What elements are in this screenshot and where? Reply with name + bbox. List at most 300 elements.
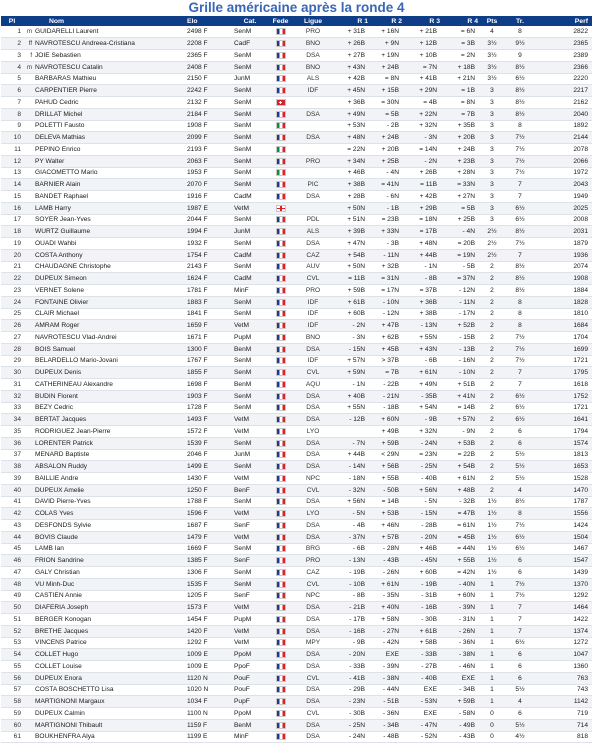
player-name: BUDIN Florent (35, 392, 78, 400)
header-pts: Pts (478, 16, 506, 26)
r3-cell: + 61N (402, 367, 440, 379)
ligue-cell: CAZ (294, 249, 332, 261)
pl-cell: 49 (1, 590, 23, 602)
tr-cell: 7½ (506, 332, 534, 344)
pl-cell: 35 (1, 426, 23, 438)
ligue-cell (294, 202, 332, 214)
r2-cell: - 27N (368, 625, 402, 637)
perf-cell: 1618 (534, 379, 592, 391)
federation-cell (267, 214, 294, 226)
tr-cell: 8 (506, 296, 534, 308)
ligue-cell: CVL (294, 273, 332, 285)
pts-cell: 3 (478, 120, 506, 132)
r4-cell: - 31N (440, 614, 478, 626)
pl-cell: 12 (1, 155, 23, 167)
r4-cell: - 13B (440, 343, 478, 355)
perf-cell: 2217 (534, 85, 592, 97)
pl-cell: 31 (1, 379, 23, 391)
cat-cell: SenF (233, 590, 267, 602)
ligue-cell: CVL (294, 708, 332, 720)
fra-flag-icon (276, 310, 286, 317)
federation-cell (267, 226, 294, 238)
player-name: BARBARAS Mathieu (35, 75, 97, 83)
r1-cell: + 53N (332, 120, 368, 132)
player-name-cell (23, 61, 183, 73)
federation-cell (267, 285, 294, 297)
fra-flag-icon (276, 158, 286, 165)
cat-cell: SenM (233, 308, 267, 320)
ligue-cell (294, 120, 332, 132)
elo-cell: 2143 F (183, 261, 233, 273)
tr-cell: 7 (506, 614, 534, 626)
pl-cell: 43 (1, 520, 23, 532)
r2-cell: - 28N (368, 543, 402, 555)
r4-cell: = 37N (440, 273, 478, 285)
fra-flag-icon (276, 498, 286, 505)
r4-cell: EXE (440, 672, 478, 684)
elo-cell: 1199 E (183, 731, 233, 743)
perf-cell: 1272 (534, 637, 592, 649)
federation-cell (267, 320, 294, 332)
r3-cell: - 3N (402, 132, 440, 144)
elo-cell: 1454 F (183, 614, 233, 626)
r2-cell: + 9N (368, 38, 402, 50)
tr-cell: 6 (506, 426, 534, 438)
r4-cell: - 32B (440, 496, 478, 508)
table-row (1, 61, 592, 73)
perf-cell: 1047 (534, 649, 592, 661)
fra-flag-icon (276, 698, 286, 705)
federation-cell (267, 414, 294, 426)
perf-cell: 2025 (534, 202, 592, 214)
federation-cell (267, 132, 294, 144)
federation-cell (267, 120, 294, 132)
player-name: NAVROTESCU Andreea-Cristiana (35, 40, 135, 48)
r3-cell: + 61B (402, 625, 440, 637)
r2-cell: + 24B (368, 132, 402, 144)
fra-flag-icon (276, 134, 286, 141)
r1-cell: - 29B (332, 684, 368, 696)
fra-flag-icon (276, 40, 286, 47)
pts-cell: 2 (478, 332, 506, 344)
table-row (1, 520, 592, 532)
ligue-cell: DSA (294, 108, 332, 120)
ligue-cell: DSA (294, 531, 332, 543)
r4-cell: + 57N (440, 414, 478, 426)
r2-cell: - 6N (368, 191, 402, 203)
player-name: FRION Sandrine (35, 557, 84, 565)
player-name-cell (23, 684, 183, 696)
tr-cell: 5½ (506, 473, 534, 485)
r3-cell: - 9B (402, 414, 440, 426)
player-name: DIAFERIA Joseph (35, 604, 89, 612)
table-row (1, 308, 592, 320)
r3-cell: + 44B (402, 249, 440, 261)
federation-cell (267, 684, 294, 696)
pl-cell: 61 (1, 731, 23, 743)
table-row (1, 355, 592, 367)
r4-cell: - 39N (440, 602, 478, 614)
player-name: COSTA Anthony (35, 251, 83, 259)
perf-cell: 1684 (534, 320, 592, 332)
fra-flag-icon (276, 287, 286, 294)
fra-flag-icon (276, 263, 286, 270)
perf-cell: 1972 (534, 167, 592, 179)
pts-cell: 2½ (478, 249, 506, 261)
r4-cell: + 53B (440, 437, 478, 449)
r3-cell: + 22N (402, 108, 440, 120)
r1-cell: + 39B (332, 226, 368, 238)
r2-cell: = 30N (368, 97, 402, 109)
ligue-cell: PRO (294, 26, 332, 38)
table-row (1, 50, 592, 62)
r3-cell: - 6B (402, 355, 440, 367)
pl-cell: 34 (1, 414, 23, 426)
ligue-cell: DSA (294, 614, 332, 626)
player-name-cell (23, 614, 183, 626)
elo-cell: 1596 F (183, 508, 233, 520)
r3-cell: + 26B (402, 167, 440, 179)
federation-cell (267, 296, 294, 308)
ligue-cell: DSA (294, 191, 332, 203)
player-name-cell (23, 226, 183, 238)
cat-cell: SenM (233, 179, 267, 191)
table-row (1, 73, 592, 85)
player-name: DUPEUX Amelie (35, 486, 85, 494)
r4-cell: = 14B (440, 402, 478, 414)
player-name-cell (23, 273, 183, 285)
perf-cell: 1828 (534, 296, 592, 308)
ligue-cell: BNO (294, 332, 332, 344)
r2-cell: - 51B (368, 696, 402, 708)
r3-cell: - 28B (402, 520, 440, 532)
r1-cell: + 44B (332, 449, 368, 461)
r1-cell: + 49N (332, 108, 368, 120)
r2-cell: EXE (368, 649, 402, 661)
elo-cell: 1535 F (183, 578, 233, 590)
tr-cell: 9 (506, 50, 534, 62)
fra-flag-icon (276, 275, 286, 282)
r2-cell: + 53B (368, 508, 402, 520)
r4-cell: - 5B (440, 261, 478, 273)
r4-cell: + 18B (440, 61, 478, 73)
elo-cell: 1572 F (183, 426, 233, 438)
fra-flag-icon (276, 545, 286, 552)
perf-cell: 1467 (534, 543, 592, 555)
r1-cell: - 33B (332, 661, 368, 673)
player-name: BAILLIE Andre (35, 474, 79, 482)
cat-cell: BenM (233, 343, 267, 355)
table-row (1, 508, 592, 520)
pts-cell: 2 (478, 343, 506, 355)
federation-cell (267, 649, 294, 661)
r3-cell: - 8B (402, 273, 440, 285)
fra-flag-icon (276, 216, 286, 223)
r2-cell: + 19N (368, 50, 402, 62)
player-name: GUIDARELLI Laurent (35, 28, 99, 36)
federation-cell (267, 50, 294, 62)
elo-cell: 2046 F (183, 449, 233, 461)
r3-cell: + 49N (402, 379, 440, 391)
perf-cell: 1813 (534, 449, 592, 461)
r1-cell: - 16B (332, 625, 368, 637)
player-name: DESFONDS Sylvie (35, 521, 92, 529)
federation-cell (267, 555, 294, 567)
pl-cell: 37 (1, 449, 23, 461)
pts-cell: 2 (478, 296, 506, 308)
perf-cell: 719 (534, 708, 592, 720)
cat-cell: SenM (233, 85, 267, 97)
page-title: Grille américaine après la ronde 4 (188, 0, 405, 15)
tr-cell: 4 (506, 696, 534, 708)
pl-cell: 38 (1, 461, 23, 473)
header-cat: Cat. (233, 16, 267, 26)
eng-flag-icon (276, 205, 286, 212)
table-header (1, 16, 592, 26)
table-row (1, 249, 592, 261)
r2-cell: = 5B (368, 108, 402, 120)
pts-cell: 1 (478, 590, 506, 602)
player-name-cell (23, 155, 183, 167)
elo-cell: 1034 F (183, 696, 233, 708)
federation-cell (267, 426, 294, 438)
pl-cell: 58 (1, 696, 23, 708)
tr-cell: 8 (506, 26, 534, 38)
cat-cell: CadM (233, 249, 267, 261)
table-row (1, 179, 592, 191)
player-name-cell (23, 625, 183, 637)
r2-cell: - 48B (368, 731, 402, 743)
r2-cell: - 1B (368, 202, 402, 214)
federation-cell (267, 449, 294, 461)
r4-cell: - 12N (440, 285, 478, 297)
pl-cell: 25 (1, 308, 23, 320)
cat-cell: BenM (233, 719, 267, 731)
r1-cell: + 59B (332, 285, 368, 297)
r1-cell: - 18N (332, 473, 368, 485)
pl-cell: 15 (1, 191, 23, 203)
r3-cell: - 24N (402, 437, 440, 449)
elo-cell: 1573 F (183, 602, 233, 614)
r2-cell: + 32B (368, 261, 402, 273)
cat-cell: JunM (233, 73, 267, 85)
r2-cell: = 7B (368, 367, 402, 379)
r1-cell: - 7N (332, 437, 368, 449)
pl-cell: 7 (1, 97, 23, 109)
r2-cell: + 58N (368, 614, 402, 626)
r2-cell: - 10N (368, 296, 402, 308)
elo-cell: 1306 F (183, 567, 233, 579)
cat-cell: CadM (233, 191, 267, 203)
cat-cell: BenF (233, 484, 267, 496)
pts-cell: 3 (478, 97, 506, 109)
tr-cell: 8½ (506, 97, 534, 109)
tr-cell: 5½ (506, 684, 534, 696)
r3-cell: + 55N (402, 332, 440, 344)
header-r1: R 1 (332, 16, 368, 26)
elo-cell: 1903 F (183, 390, 233, 402)
header-perf: Perf (534, 16, 592, 26)
tr-cell: 8½ (506, 285, 534, 297)
pl-cell: 14 (1, 179, 23, 191)
tr-cell: 8½ (506, 261, 534, 273)
fra-flag-icon (276, 440, 286, 447)
elo-cell: 2208 F (183, 38, 233, 50)
player-name-cell (23, 355, 183, 367)
table-row (1, 285, 592, 297)
perf-cell: 1704 (534, 332, 592, 344)
r1-cell: - 5N (332, 508, 368, 520)
player-name-cell (23, 379, 183, 391)
r3-cell: + 12B (402, 38, 440, 50)
r1-cell: + 54B (332, 249, 368, 261)
pts-cell: 1½ (478, 520, 506, 532)
tr-cell: 6½ (506, 214, 534, 226)
cat-cell: SenF (233, 555, 267, 567)
tr-cell: 4 (506, 484, 534, 496)
ligue-cell: DSA (294, 696, 332, 708)
pl-cell: 41 (1, 496, 23, 508)
cat-cell: VetM (233, 625, 267, 637)
federation-cell (267, 144, 294, 156)
ligue-cell: IDF (294, 355, 332, 367)
r2-cell: + 40N (368, 602, 402, 614)
player-title: ff (28, 41, 32, 48)
header-r2: R 2 (368, 16, 402, 26)
r4-cell: = 47B (440, 508, 478, 520)
ligue-cell: BRG (294, 543, 332, 555)
player-title: m (27, 29, 32, 36)
pts-cell: 2 (478, 261, 506, 273)
perf-cell: 2074 (534, 261, 592, 273)
elo-cell: 1932 F (183, 238, 233, 250)
fra-flag-icon (276, 357, 286, 364)
r2-cell: - 21N (368, 390, 402, 402)
perf-cell: 1370 (534, 578, 592, 590)
r3-cell: - 45N (402, 555, 440, 567)
r2-cell: + 45B (368, 343, 402, 355)
federation-cell (267, 496, 294, 508)
fra-flag-icon (276, 604, 286, 611)
ligue-cell: DSA (294, 496, 332, 508)
perf-cell: 2389 (534, 50, 592, 62)
player-name-cell (23, 120, 183, 132)
federation-cell (267, 179, 294, 191)
r2-cell: + 24B (368, 61, 402, 73)
r1-cell: - 37N (332, 531, 368, 543)
elo-cell: 1788 F (183, 496, 233, 508)
pl-cell: 50 (1, 602, 23, 614)
perf-cell: 1949 (534, 191, 592, 203)
tr-cell: 6½ (506, 543, 534, 555)
table-row (1, 238, 592, 250)
cat-cell: SenM (233, 155, 267, 167)
fra-flag-icon (276, 663, 286, 670)
elo-cell: 1728 F (183, 402, 233, 414)
perf-cell: 1292 (534, 590, 592, 602)
r3-cell: + 54N (402, 402, 440, 414)
header-pl: Pl (1, 16, 23, 26)
fra-flag-icon (276, 451, 286, 458)
cat-cell: SenM (233, 144, 267, 156)
r3-cell: = 7N (402, 61, 440, 73)
r1-cell: + 47N (332, 238, 368, 250)
r4-cell: = 6N (440, 26, 478, 38)
player-name-cell (23, 520, 183, 532)
elo-cell: 1159 F (183, 719, 233, 731)
r2-cell: = 17N (368, 285, 402, 297)
tr-cell: 6 (506, 672, 534, 684)
fra-flag-icon (276, 628, 286, 635)
r2-cell: + 61N (368, 578, 402, 590)
r3-cell: = 23N (402, 449, 440, 461)
player-name: DUPEUX Denis (35, 369, 82, 377)
perf-cell: 1424 (534, 520, 592, 532)
r2-cell: = 23B (368, 214, 402, 226)
tr-cell: 6½ (506, 202, 534, 214)
cat-cell: VetM (233, 531, 267, 543)
ligue-cell: DSA (294, 449, 332, 461)
pl-cell: 20 (1, 249, 23, 261)
table-row (1, 191, 592, 203)
r4-cell: = 1B (440, 85, 478, 97)
table-row (1, 320, 592, 332)
player-name-cell (23, 285, 183, 297)
tr-cell: 7½ (506, 590, 534, 602)
r3-cell: - 1N (402, 261, 440, 273)
r4-cell: - 36N (440, 637, 478, 649)
r4-cell: = 2N (440, 50, 478, 62)
tr-cell: 5½ (506, 461, 534, 473)
table-row (1, 555, 592, 567)
player-name: OUADI Wahbi (35, 239, 77, 247)
cat-cell: SenM (233, 97, 267, 109)
tr-cell: 7 (506, 249, 534, 261)
r1-cell: + 27B (332, 50, 368, 62)
ligue-cell: LYO (294, 508, 332, 520)
player-name-cell (23, 414, 183, 426)
r2-cell: = 14B (368, 496, 402, 508)
r2-cell: - 22B (368, 379, 402, 391)
player-name-cell (23, 108, 183, 120)
elo-cell: 1100 N (183, 708, 233, 720)
r4-cell: - 38N (440, 649, 478, 661)
pl-cell: 48 (1, 578, 23, 590)
r3-cell: = 18N (402, 214, 440, 226)
r3-cell: - 20N (402, 531, 440, 543)
r2-cell: - 3B (368, 238, 402, 250)
r3-cell: - 2N (402, 155, 440, 167)
perf-cell: 2365 (534, 38, 592, 50)
r2-cell: + 25B (368, 155, 402, 167)
r2-cell: - 26N (368, 567, 402, 579)
r3-cell: + 10B (402, 50, 440, 62)
ligue-cell: PRO (294, 155, 332, 167)
fra-flag-icon (276, 722, 286, 729)
pts-cell: 1 (478, 696, 506, 708)
tr-cell: 8 (506, 308, 534, 320)
pl-cell: 10 (1, 132, 23, 144)
elo-cell: 2184 F (183, 108, 233, 120)
pl-cell: 9 (1, 120, 23, 132)
player-name: BELARDELLO Mario-Jovani (35, 357, 118, 365)
player-name: CARPENTIER Pierre (35, 87, 97, 95)
fra-flag-icon (276, 111, 286, 118)
r1-cell: + 38B (332, 179, 368, 191)
fra-flag-icon (276, 346, 286, 353)
elo-cell: 2365 F (183, 50, 233, 62)
r1-cell: - 1N (332, 379, 368, 391)
